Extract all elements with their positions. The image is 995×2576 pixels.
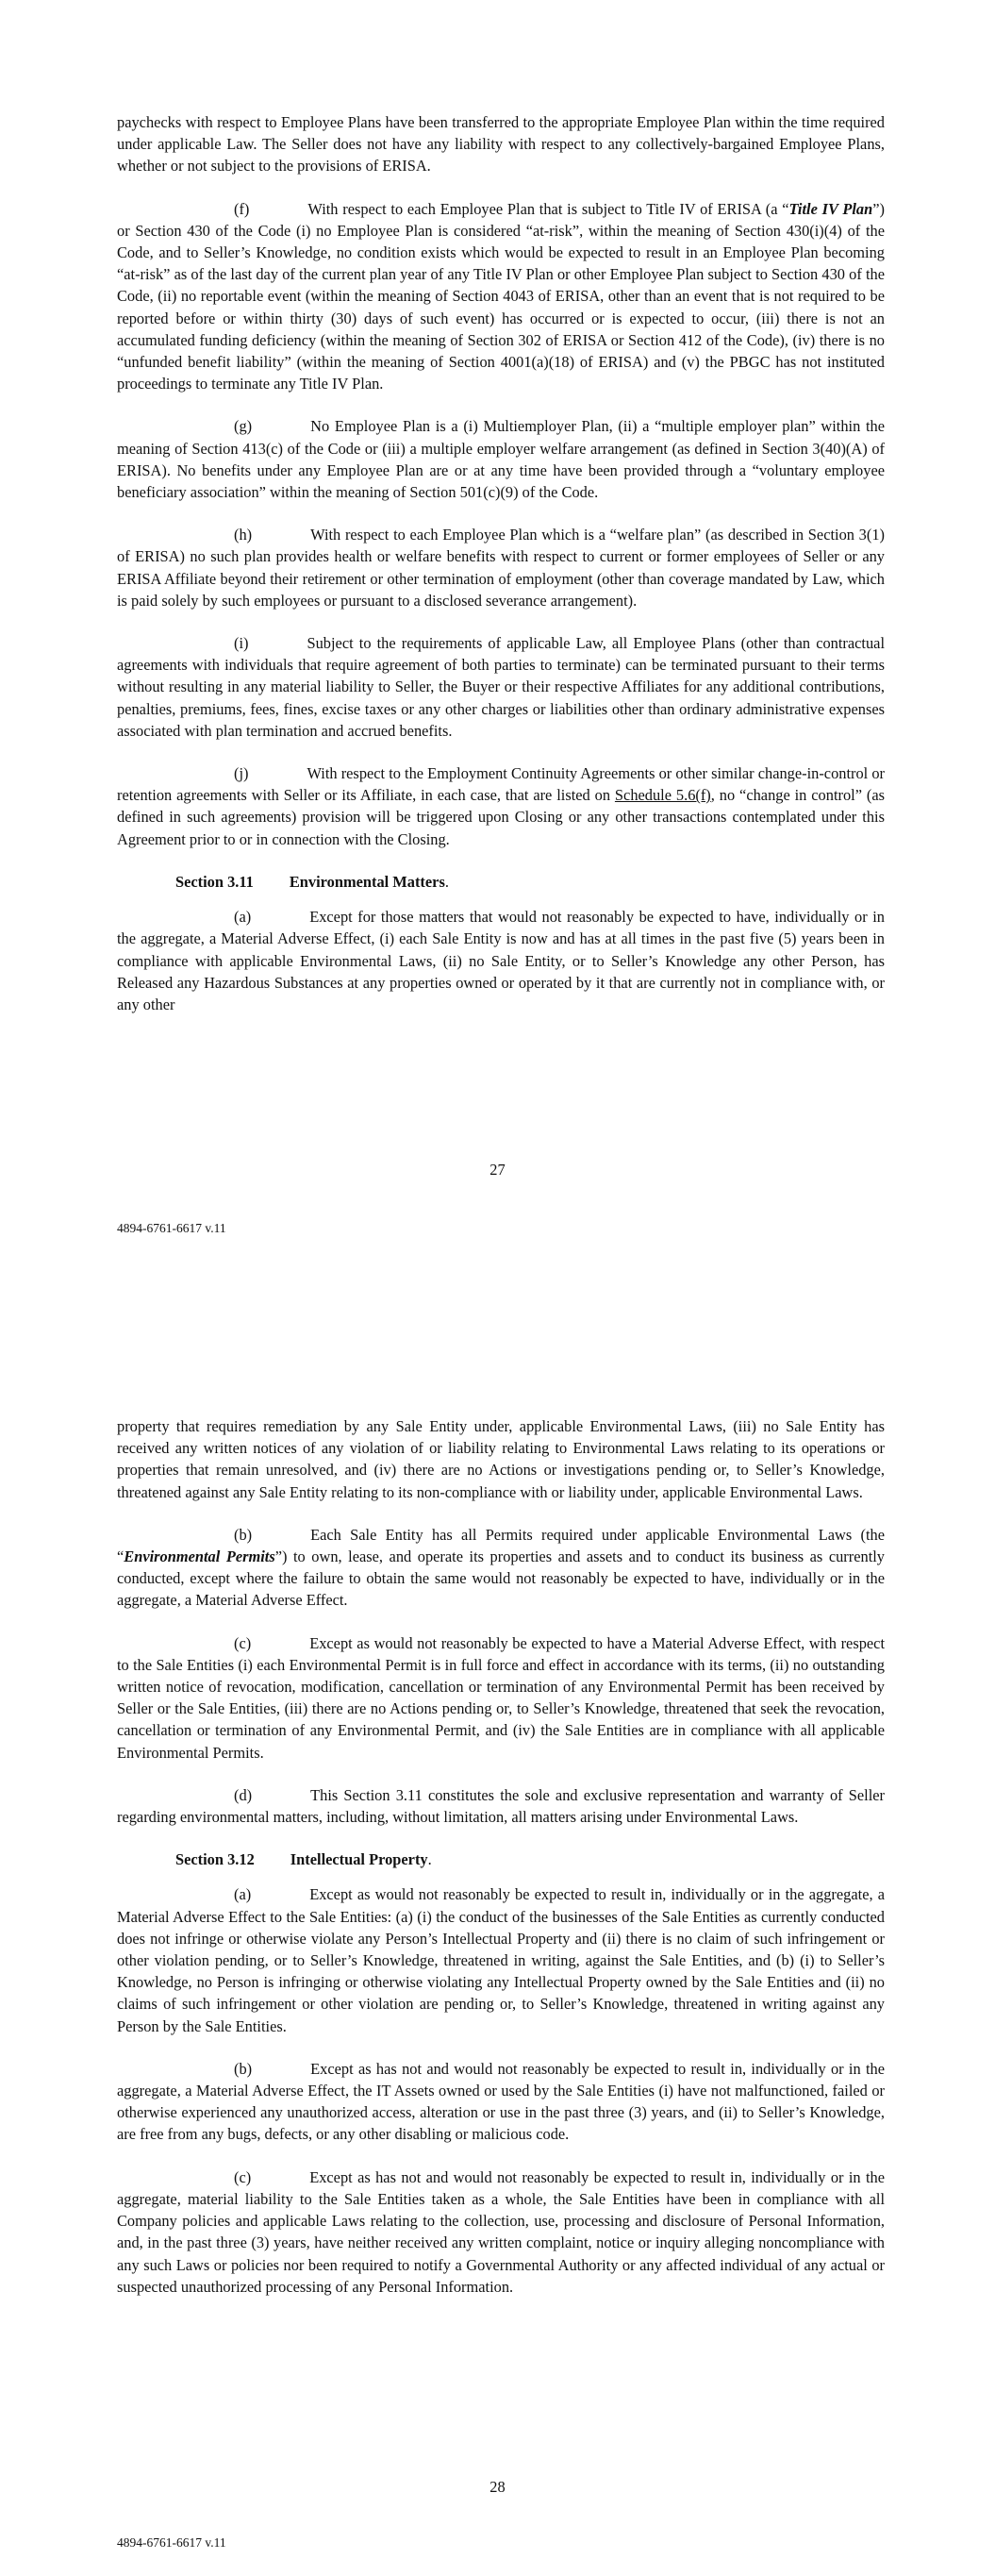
paragraph-f: (f) With respect to each Employee Plan that is subject to Title IV of ERISA (a “Title IV Plan”) or Section 430 of the Code (i) no Employee Plan is considered “at-risk”, within the meaning of Section 430(i)(4) of the Code, and to Seller’s Knowledge, no condition exists which would be expected to result in an Employee Plan becoming “at-risk” as of the last day of the current plan year of any Title IV Plan or other Employee Plan subject to Section 430 of the Code, (ii) no reportable event (within the meaning of Section 4043 of ERISA, other than an event that is not required to be reported before or within thirty (30) days of such event) has occurred or is expected to occur, (iii) there is not an accumulated funding deficiency (within the meaning of Section 302 of ERISA or Section 412 of the Code), (iv) there is no “unfunded benefit liability” (within the meaning of Section 4001(a)(18) of ERISA) and (v) the PBGC has not instituted proceedings to terminate any Title IV Plan. [117, 199, 885, 393]
clause-label: (a) [234, 1885, 252, 1904]
page-28 [0, 1288, 995, 2576]
paragraph-3-12-b: (b) Except as has not and would not reasonably be expected to result in, individually or in the aggregate, a Material Adverse Effect, the IT Assets owned or used by the Sale Entities (i) have not malfunctioned, failed or otherwise experienced any unauthorized access, alteration or use in the past three (3) years, and (ii) to Seller’s Knowledge, are free from any bugs, defects, or any other disabling or malicious code. [117, 2059, 885, 2144]
document-id: 4894-6761-6617 v.11 [117, 2535, 226, 2550]
paragraph-i: (i) Subject to the requirements of applicable Law, all Employee Plans (other than contractual agreements with individuals that require agreement of both parties to terminate) can be terminated pursuant to their terms without resulting in any material liability to Seller, the Buyer or their respective Affiliates for any additional contributions, penalties, premiums, fees, fines, excise taxes or any other charges or liabilities other than ordinary administrative expenses associated with plan termination and accrued benefits. [117, 634, 885, 740]
paragraph-3-11-b: (b) Each Sale Entity has all Permits required under applicable Environmental Laws (the “Environmental Permits”) to own, lease, and operate its properties and assets and to conduct its business as currently conducted, except where the failure to obtain the same would not reasonably be expected to have, individually or in the aggregate, a Material Adverse Effect. [117, 1525, 885, 1610]
page-28-body [117, 1415, 885, 2318]
schedule-reference: Schedule 5.6(f) [614, 786, 711, 805]
defined-term-title-iv-plan: Title IV Plan [788, 199, 873, 218]
section-heading-3-11: Section 3.11 Environmental Matters. [175, 872, 449, 891]
clause-label: (b) [234, 1525, 253, 1544]
paragraph-continuation: property that requires remediation by any Sale Entity under, applicable Environmental Laws, (iii) no Sale Entity has received any written notices of any violation of or liability relating to Environmental Laws relating to its operations or properties that remain unresolved, and (iv) there are no Actions or investigations pending or, to Seller’s Knowledge, threatened against any Sale Entity relating to its non-compliance with or liability under, applicable Environmental Laws. [117, 1417, 885, 1501]
clause-label: (a) [234, 908, 252, 927]
clause-label: (f) [234, 199, 250, 218]
document-id: 4894-6761-6617 v.11 [117, 1221, 226, 1235]
clause-label: (i) [234, 634, 249, 653]
paragraph-3-11-d: (d) This Section 3.11 constitutes the sole and exclusive representation and warranty of Seller regarding environmental matters, including, without limitation, all matters arising under Environmental Laws. [117, 1785, 885, 1827]
paragraph-3-12-a: (a) Except as would not reasonably be expected to result in, individually or in the aggregate, a Material Adverse Effect to the Sale Entities: (a) (i) the conduct of the businesses of the Sale Entities as currently conducted does not infringe or otherwise violate any Person’s Intellectual Property and (ii) there is no claim of such infringement or other violation pending, or to Seller’s Knowledge, threatened in writing, against the Sale Entities, and (b) (i) to Seller’s Knowledge, no Person is infringing or otherwise violating any Intellectual Property owned by the Sale Entities and (ii) no claims of such infringement or other violation are pending or, to Seller’s Knowledge, threatened in writing against any Person by the Sale Entities. [117, 1885, 885, 2035]
clause-label: (j) [234, 764, 249, 783]
paragraph-j: (j) With respect to the Employment Continuity Agreements or other similar change-in-control or retention agreements with Seller or its Affiliate, in each case, that are listed on Schedule 5.6(f), no “change in control” (as defined in such agreements) provision will be triggered upon Closing or any other transactions contemplated under this Agreement prior to or in connection with the Closing. [117, 764, 885, 848]
clause-label: (g) [234, 417, 253, 436]
paragraph-3-11-a: (a) Except for those matters that would not reasonably be expected to have, individually or in the aggregate, a Material Adverse Effect, (i) each Sale Entity is now and has at all times in the past five (5) years been in compliance with applicable Environmental Laws, (ii) no Sale Entity, or to Seller’s Knowledge any other Person, has Released any Hazardous Substances at any properties owned or operated by it that are currently not in compliance with, or any other [117, 908, 885, 1013]
paragraph-3-12-c: (c) Except as has not and would not reasonably be expected to result in, individually or in the aggregate, material liability to the Sale Entities taken as a whole, the Sale Entities have been in compliance with all Company policies and applicable Laws relating to the collection, use, processing and disclosure of Personal Information, and, in the past three (3) years, have neither received any written complaint, notice or inquiry alleging noncompliance with any such Laws or policies nor been required to notify a Governmental Authority or any affected individual of any actual or suspected unauthorized processing of any Personal Information. [117, 2167, 885, 2296]
paragraph-continuation: paychecks with respect to Employee Plans have been transferred to the appropriate Employee Plan within the time required under applicable Law. The Seller does not have any liability with respect to any collectively-bargained Employee Plans, whether or not subject to the provisions of ERISA. [117, 113, 885, 176]
page-number: 28 [489, 2478, 506, 2496]
clause-label: (c) [234, 2167, 252, 2186]
section-heading-3-12: Section 3.12 Intellectual Property. [175, 1850, 432, 1869]
clause-label: (b) [234, 2059, 253, 2078]
clause-label: (h) [234, 526, 253, 544]
defined-term-environmental-permits: Environmental Permits [124, 1547, 275, 1566]
paragraph-g: (g) No Employee Plan is a (i) Multiemployer Plan, (ii) a “multiple employer plan” within the meaning of Section 413(c) of the Code or (iii) a multiple employer welfare arrangement (as defined in Section 3(40)(A) of ERISA). No benefits under any Employee Plan are or at any time have been provided through a “voluntary employee beneficiary association” within the meaning of Section 501(c)(9) of the Code. [117, 417, 885, 502]
page-27-body [117, 111, 885, 1036]
page-number: 27 [489, 1161, 506, 1179]
paragraph-3-11-c: (c) Except as would not reasonably be expected to have a Material Adverse Effect, with respect to the Sale Entities (i) each Environmental Permit is in full force and effect in accordance with its terms, (ii) no outstanding written notice of revocation, modification, cancellation or termination of any Environmental Permit has been received by Seller or the Sale Entities, (iii) there are no Actions pending or, to Seller’s Knowledge, threatened that seek the revocation, cancellation or termination of any Environmental Permit, and (iv) the Sale Entities are in compliance with all applicable Environmental Permits. [117, 1633, 885, 1762]
clause-label: (c) [234, 1633, 252, 1652]
clause-label: (d) [234, 1785, 253, 1804]
paragraph-h: (h) With respect to each Employee Plan which is a “welfare plan” (as described in Section 3(1) of ERISA) no such plan provides health or welfare benefits with respect to current or former employees of Seller or any ERISA Affiliate beyond their retirement or other termination of employment (other than coverage mandated by Law, which is paid solely by such employees or pursuant to a disclosed severance arrangement). [117, 526, 885, 610]
